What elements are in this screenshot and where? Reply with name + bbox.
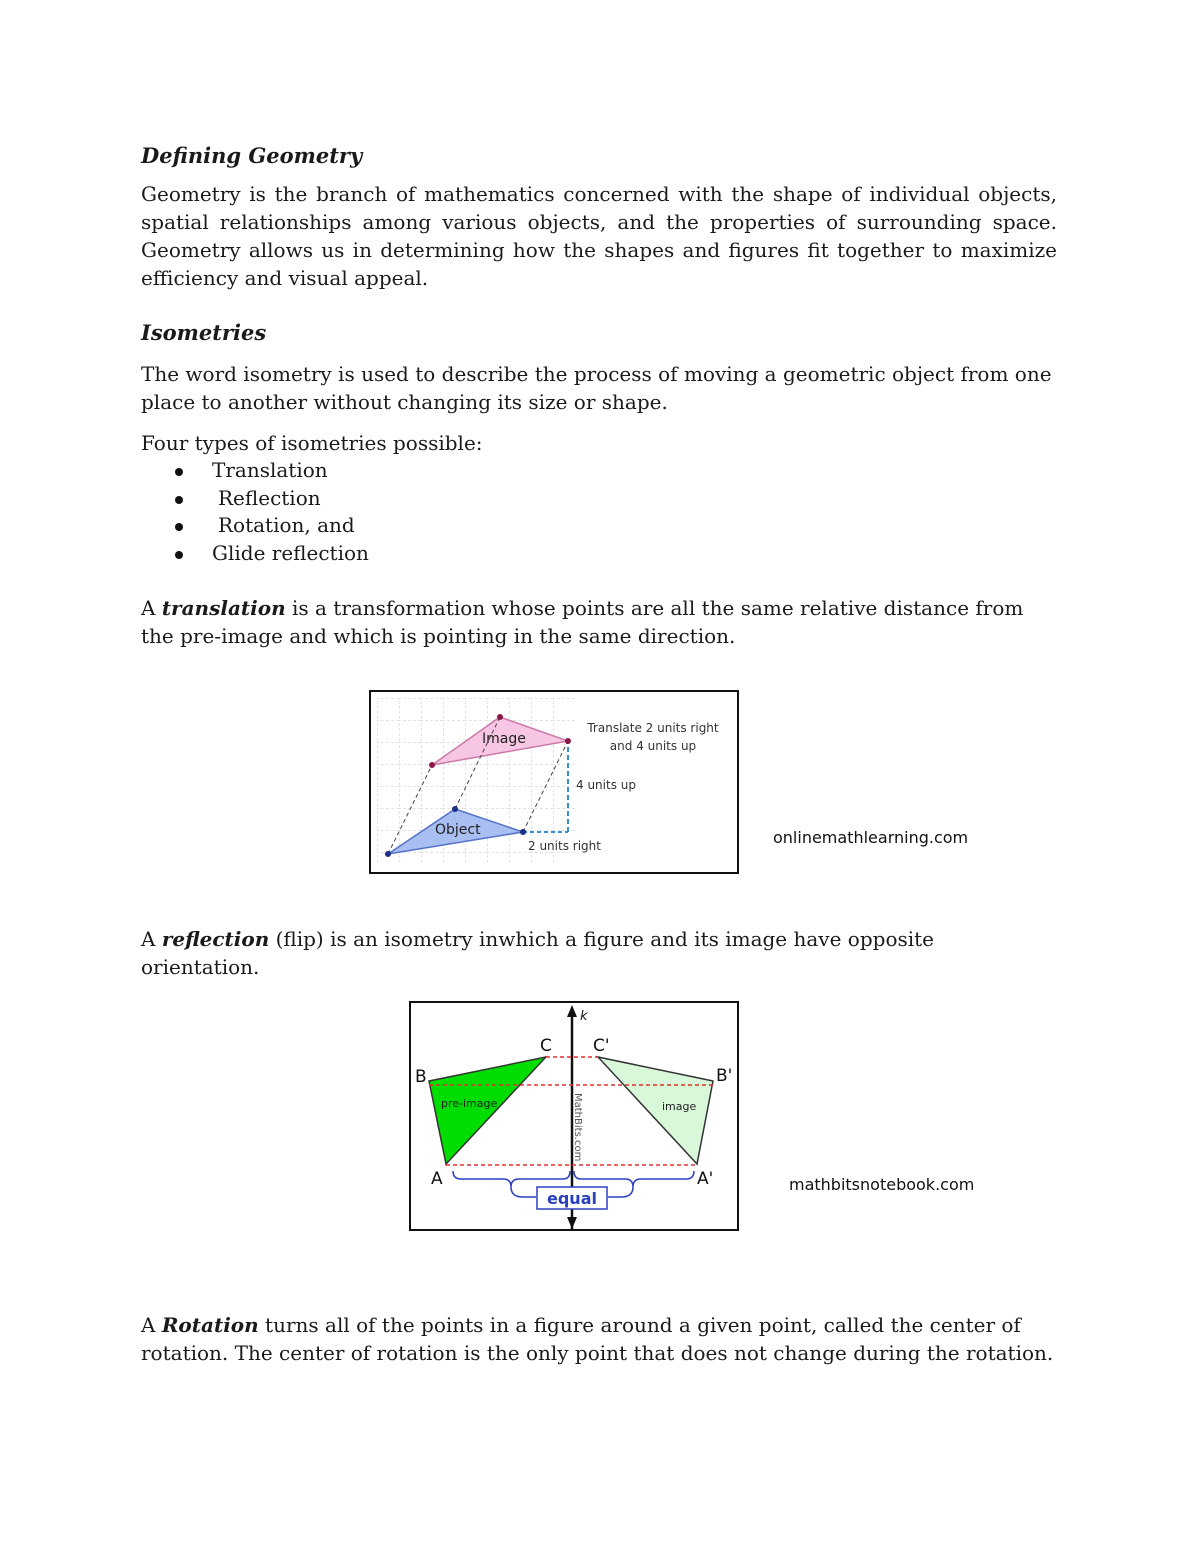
term-reflection: reflection — [161, 927, 270, 951]
translation-credit: onlinemathlearning.com — [773, 828, 969, 847]
image-vertex — [565, 738, 571, 744]
right-brace — [574, 1171, 694, 1187]
caption-line-1: Translate 2 units right — [587, 721, 719, 735]
object-label: Object — [435, 822, 481, 838]
brace-connector-right — [608, 1187, 633, 1197]
label-a-prime: A' — [697, 1169, 714, 1189]
right-label: 2 units right — [528, 839, 601, 853]
object-vertex — [452, 806, 458, 812]
list-intro: Four types of isometries possible: — [141, 431, 483, 455]
isometry-types-list — [141, 457, 369, 567]
paragraph-isometry-definition: The word isometry is used to describe the process of moving a geometric object from one place to another without changing its size or shape. — [141, 362, 1052, 414]
image-label: image — [662, 1100, 697, 1113]
up-label: 4 units up — [576, 778, 636, 792]
heading-defining-geometry: Defining Geometry — [141, 143, 363, 168]
term-translation: translation — [161, 596, 286, 620]
list-item: Rotation, and — [141, 512, 369, 540]
left-brace — [453, 1171, 570, 1187]
paragraph-defining-geometry: Geometry is the branch of mathematics concerned with the shape of individual objects, spatial relationships among various objects, and the properties of surrounding space. Geometry allows us in determining how the shapes and figures fit together to maximize efficiency and visual appeal. — [141, 182, 1057, 290]
object-vertex — [385, 851, 391, 857]
label-b-prime: B' — [716, 1066, 733, 1086]
brace-connector-left — [511, 1187, 536, 1197]
term-rotation: Rotation — [161, 1313, 259, 1337]
label-c: C — [540, 1036, 552, 1056]
pre-image-label: pre-image — [441, 1097, 498, 1110]
image-label: Image — [482, 731, 526, 747]
axis-label: k — [580, 1009, 588, 1024]
image-vertex — [497, 714, 503, 720]
axis-arrow-up — [567, 1005, 577, 1017]
paragraph-rotation: A Rotation turns all of the points in a figure around a given point, called the center of rotation. The center of rotation is the only point that does not change during the rotation. — [141, 1313, 1054, 1365]
reflection-diagram — [411, 1003, 737, 1229]
caption-line-2: and 4 units up — [609, 739, 697, 753]
list-item: Reflection — [141, 485, 369, 513]
object-vertex — [520, 829, 526, 835]
list-item: Glide reflection — [141, 540, 369, 568]
translation-figure — [369, 690, 739, 874]
reflection-figure — [409, 1001, 739, 1231]
heading-isometries: Isometries — [141, 320, 267, 345]
translation-diagram — [371, 692, 737, 872]
paragraph-translation: A translation is a transformation whose points are all the same relative distance from the pre-image and which is pointing in the same direction. — [141, 596, 1024, 648]
image-vertex — [429, 762, 435, 768]
paragraph-reflection: A reflection (flip) is an isometry inwhich a figure and its image have opposite orientation. — [141, 927, 935, 979]
watermark: MathBits.com — [572, 1093, 583, 1162]
axis-arrow-down — [567, 1217, 577, 1229]
equal-label: equal — [547, 1189, 597, 1208]
label-b: B — [415, 1067, 427, 1087]
label-c-prime: C' — [593, 1036, 610, 1056]
reflection-credit: mathbitsnotebook.com — [789, 1175, 975, 1194]
list-item: Translation — [141, 457, 369, 485]
label-a: A — [431, 1169, 443, 1189]
pre-image-triangle — [429, 1057, 546, 1164]
